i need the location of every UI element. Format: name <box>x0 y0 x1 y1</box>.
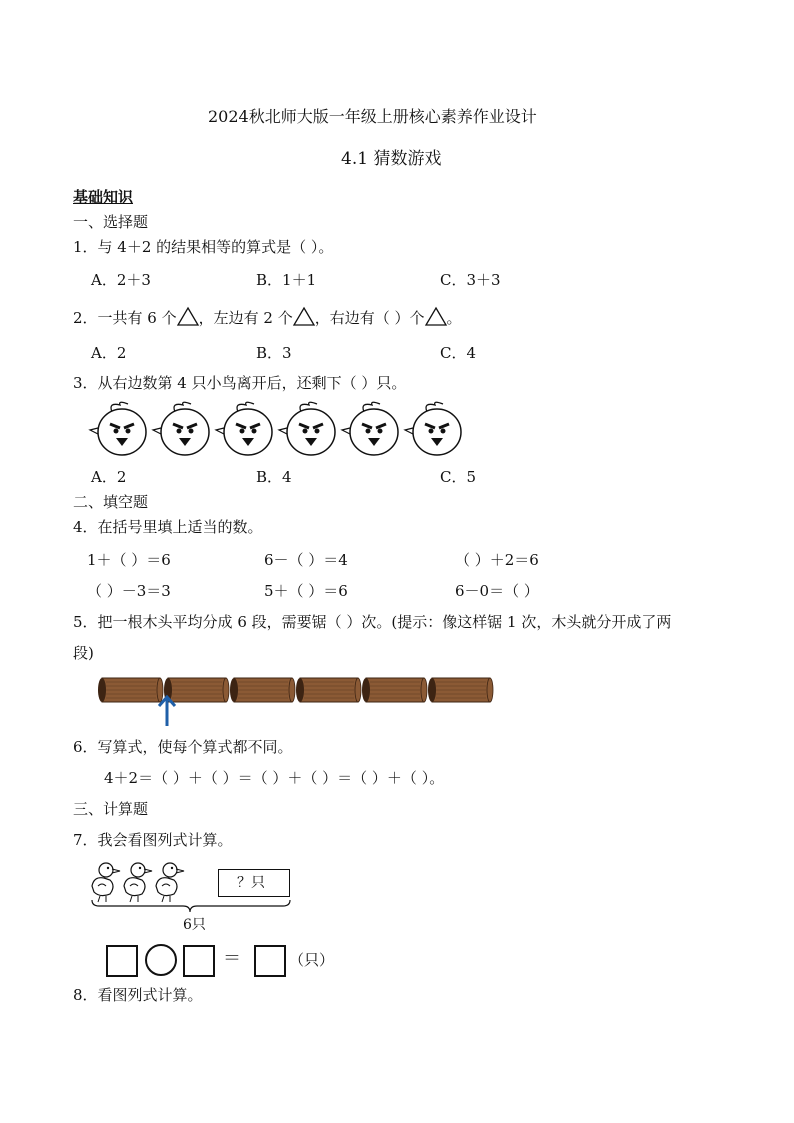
q2-stem <box>73 306 462 327</box>
duck-icon <box>156 863 184 902</box>
q8-stem: 8．看图列式计算。 <box>73 986 203 1004</box>
part1-heading: 一、选择题 <box>73 213 149 231</box>
triangle-icon <box>425 306 447 326</box>
q5-line-2: 段) <box>73 644 94 662</box>
log-segment <box>362 678 427 702</box>
q4-item[interactable]: 1＋（ ）＝6 <box>87 551 171 569</box>
triangle-icon <box>293 306 315 326</box>
q2-option-c[interactable]: C．4 <box>440 344 477 362</box>
q1-option-a[interactable]: A．2＋3 <box>91 271 151 289</box>
bird-icon <box>153 402 209 455</box>
bird-icon <box>342 402 398 455</box>
part3-heading: 三、计算题 <box>73 800 149 818</box>
unit-label: （只） <box>289 951 335 969</box>
q7-stem: 7．我会看图列式计算。 <box>73 831 233 849</box>
answer-box[interactable] <box>183 945 215 977</box>
q4-item[interactable]: 6－（ ）＝4 <box>264 551 348 569</box>
equals-sign: ＝ <box>223 948 241 969</box>
result-box[interactable] <box>254 945 286 977</box>
q2-stem-part-c: ，右边有（ ）个 <box>314 309 425 327</box>
part2-heading: 二、填空题 <box>73 493 149 511</box>
q3-option-b[interactable]: B．4 <box>256 468 292 486</box>
bird-icon <box>279 402 335 455</box>
bird-icon <box>405 402 461 455</box>
unknown-count-label: ？只 <box>237 875 265 891</box>
log-segment <box>296 678 361 702</box>
operator-circle[interactable] <box>145 944 177 976</box>
q4-item[interactable]: （ ）＋2＝6 <box>455 551 539 569</box>
log-segment <box>230 678 295 702</box>
q4-item[interactable]: 6－0＝（ ） <box>455 582 539 600</box>
q4-item[interactable]: （ ）－3＝3 <box>87 582 171 600</box>
q2-stem-part-b: ，左边有 2 个 <box>198 309 293 327</box>
page-subtitle: 4.1 猜数游戏 <box>341 149 442 169</box>
q2-stem-part-a: 2．一共有 6 个 <box>73 309 177 327</box>
triangle-icon <box>177 306 199 326</box>
document-title: 2024秋北师大版一年级上册核心素养作业设计 <box>208 107 537 126</box>
unknown-count-box <box>218 869 290 897</box>
section-basic-knowledge: 基础知识 <box>73 188 134 206</box>
bird-icon <box>216 402 272 455</box>
q2-option-a[interactable]: A．2 <box>91 344 127 362</box>
q1-stem: 1．与 4＋2 的结果相等的算式是（ ）。 <box>73 238 334 256</box>
bird-icon <box>90 402 146 455</box>
q1-option-b[interactable]: B．1＋1 <box>256 271 317 289</box>
total-brace <box>91 898 291 916</box>
log-segment <box>428 678 493 702</box>
q3-option-a[interactable]: A．2 <box>91 468 127 486</box>
answer-box[interactable] <box>106 945 138 977</box>
q6-stem: 6．写算式，使每个算式都不同。 <box>73 738 293 756</box>
total-label: 6只 <box>183 917 206 933</box>
duck-icon <box>92 863 120 902</box>
q1-option-c[interactable]: C．3＋3 <box>440 271 501 289</box>
q2-stem-part-d: 。 <box>446 309 462 327</box>
q6-equation[interactable]: 4＋2＝（ ）＋（ ）＝（ ）＋（ ）＝（ ）＋（ ）。 <box>104 769 445 787</box>
q5-line-1: 5．把一根木头平均分成 6 段，需要锯（ ）次。(提示：像这样锯 1 次，木头就分开成了两 <box>73 613 672 631</box>
q2-option-b[interactable]: B．3 <box>256 344 292 362</box>
duck-icon <box>124 863 152 902</box>
q3-option-c[interactable]: C．5 <box>440 468 477 486</box>
q4-item[interactable]: 5＋（ ）＝6 <box>264 582 348 600</box>
q4-stem: 4．在括号里填上适当的数。 <box>73 518 263 536</box>
birds-illustration <box>90 400 470 460</box>
saw-arrow-icon <box>155 694 179 728</box>
log-segment <box>98 678 163 702</box>
q3-stem: 3．从右边数第 4 只小鸟离开后，还剩下（ ）只。 <box>73 374 407 392</box>
